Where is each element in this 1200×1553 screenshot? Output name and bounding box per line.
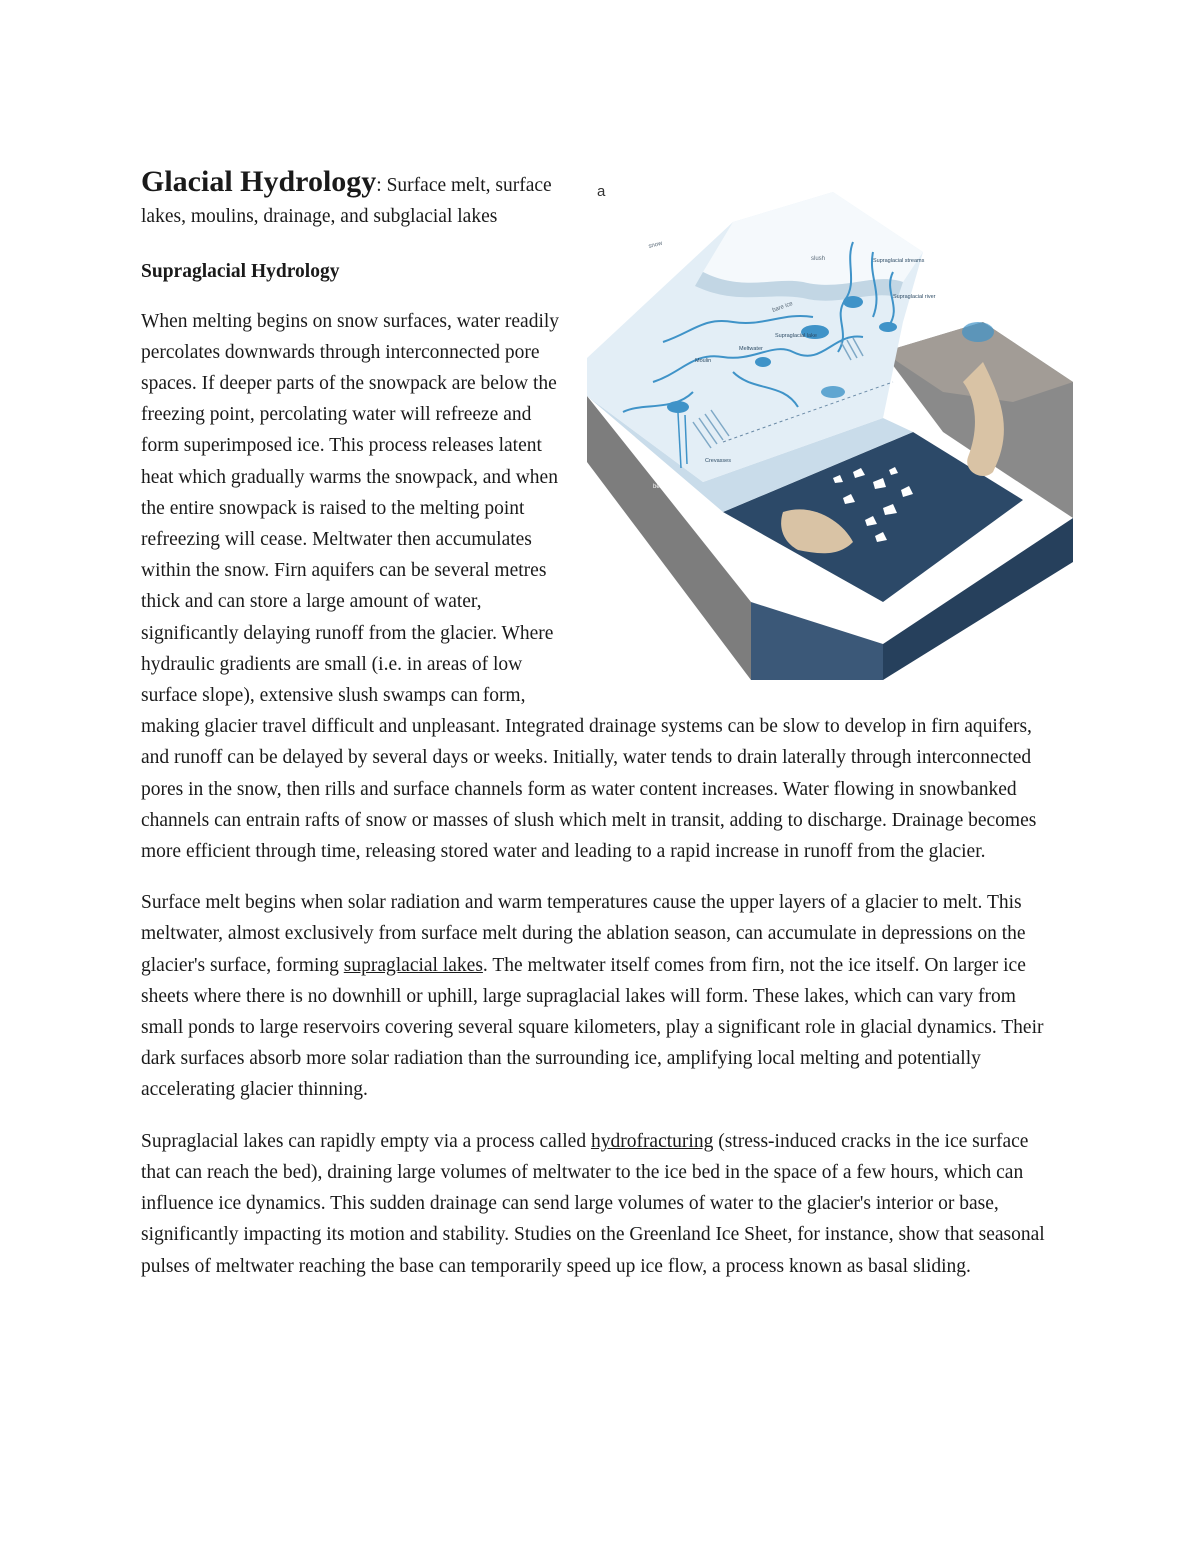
label-supraglacial-lake: Supraglacial lake — [775, 333, 817, 339]
paragraph-3-text-start: Supraglacial lakes can rapidly empty via a process called — [141, 1130, 591, 1152]
glacier-diagram — [583, 182, 1073, 682]
paragraph-3-text-end: (stress-induced cracks in the ice surface that can reach the bed), draining large volumes of meltwater to the ice bed in the space of a few hours, which can influence ice dynamics. This sudden drainage can send large volumes of water to the glacier's interior or base, significantly impacting its motion and stability. Studies on the Greenland Ice Sheet, for instance, show that seasonal pulses of meltwater reaching the base can temporarily speed up ice flow, a process known as basal sliding. — [141, 1130, 1045, 1277]
ocean-front — [751, 602, 883, 680]
panel-label: a — [597, 183, 606, 200]
paragraph-2-text-start: Surface melt begins when solar radiation and warm temperatures cause the upper layers of a glacier to melt. This meltwater, almost exclusively from surface melt during the ablation season, can accumulate in depressions on the glacier's surface, forming — [141, 892, 1026, 976]
document-subtitle: : Surface melt, surface lakes, moulins, drainage, and subglacial lakes — [141, 175, 552, 228]
document-title: Glacial Hydrology — [141, 165, 377, 198]
glacier-diagram-svg — [583, 182, 1073, 682]
label-bare-ice: bare ice — [771, 300, 794, 314]
paragraph-1: When melting begins on snow surfaces, water readily percolates downwards through interconnected pore spaces. If deeper parts of the snowpack are below the freezing point, percolating water will refreeze and form superimposed ice. This process releases latent heat which gradually warms the snowpack, and when the entire snowpack is raised to the melting point refreezing will cease. Meltwater then accumulates within the snow. Firn aquifers can be several metres thick and can store a large amount of water, significantly delaying runoff from the glacier. Where hydraulic gradients are small (i.e. in areas of low surface slope), extensive slush swamps can form, making glacier travel difficult and unpleasant. Integrated drainage systems can be slow to develop in firn aquifers, and runoff can be delayed by several days or weeks. Initially, water tends to drain laterally through interconnected pores in the snow, then rills and surface channels form as water content increases. Water flowing in snowbanked channels can entrain rafts of snow or masses of slush which melt in transit, adding to discharge. Drainage becomes more efficient through time, releasing stored water and leading to a rapid increase in runoff from the glacier. — [141, 310, 1037, 863]
paragraph-2 — [141, 887, 1061, 1105]
moraine-lake — [962, 322, 994, 342]
label-snow: snow — [648, 240, 664, 250]
supraglacial-lakes-link[interactable]: supraglacial lakes — [343, 954, 483, 976]
hydrofracturing-link[interactable]: hydrofracturing — [590, 1130, 714, 1152]
paragraph-3 — [141, 1126, 1061, 1282]
label-supraglacial-river: Supraglacial river — [893, 294, 936, 300]
snow-zone — [703, 192, 923, 285]
label-meltwater: Meltwater — [739, 346, 763, 352]
label-bedrock: bedrock — [653, 484, 675, 490]
paragraph-2-text-end: . The meltwater itself comes from firn, not the ice itself. On larger ice sheets where there is no downhill or uphill, large supraglacial lakes will form. These lakes, which can vary from small ponds to large reservoirs covering several square kilometers, play a significant role in glacial dynamics. Their dark surfaces absorb more solar radiation than the surrounding ice, amplifying local melting and potentially accelerating glacier thinning. — [141, 954, 1044, 1101]
label-moulin: Moulin — [695, 358, 712, 364]
section-heading: Supraglacial Hydrology — [141, 261, 340, 283]
label-supraglacial-streams: Supraglacial streams — [873, 258, 925, 264]
label-slush: slush — [811, 256, 826, 262]
document-body — [141, 166, 1061, 1302]
label-crevasses: Crevasses — [705, 458, 731, 464]
